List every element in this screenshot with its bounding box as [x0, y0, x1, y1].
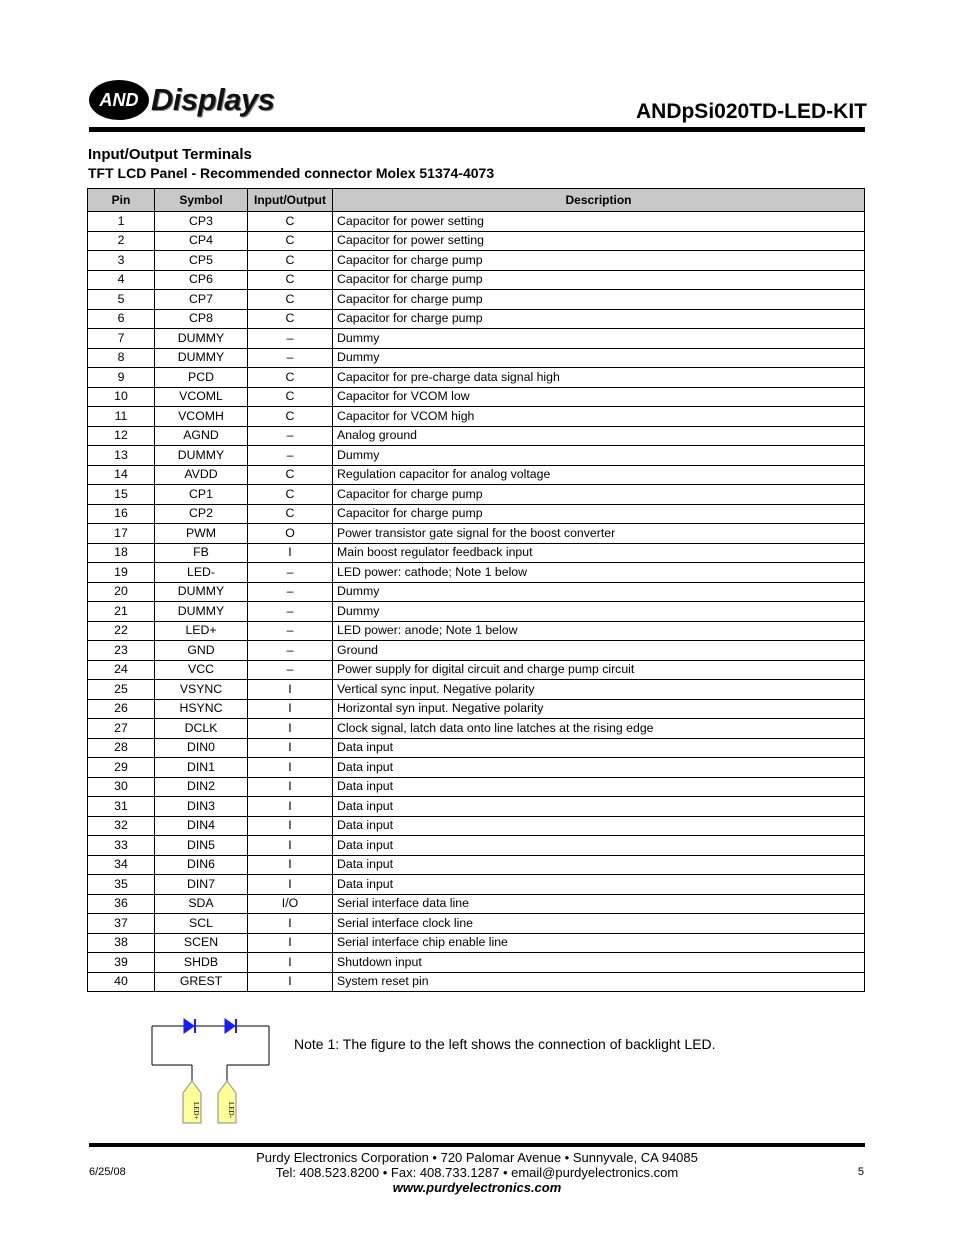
- pin-symbol: GREST: [155, 972, 248, 992]
- table-row: [88, 680, 865, 700]
- pin-symbol: DIN6: [155, 855, 248, 875]
- table-row: [88, 543, 865, 563]
- pin-description: LED power: anode; Note 1 below: [333, 621, 865, 641]
- pin-description: Capacitor for charge pump: [333, 290, 865, 310]
- pin-io: I: [248, 875, 333, 895]
- pin-symbol: CP5: [155, 251, 248, 271]
- pin-io: –: [248, 602, 333, 622]
- pin-number: 19: [88, 563, 155, 583]
- pin-symbol: CP4: [155, 231, 248, 251]
- pin-description: Dummy: [333, 602, 865, 622]
- pin-symbol: CP8: [155, 309, 248, 329]
- pin-number: 23: [88, 641, 155, 661]
- pin-symbol: FB: [155, 543, 248, 563]
- section-subtitle: TFT LCD Panel - Recommended connector Molex 51374-4073: [88, 165, 495, 181]
- pin-io: –: [248, 426, 333, 446]
- table-row: [88, 602, 865, 622]
- table-row: [88, 290, 865, 310]
- pin-description: Serial interface chip enable line: [333, 933, 865, 953]
- pin-description: Power transistor gate signal for the boost converter: [333, 524, 865, 544]
- pin-io: I: [248, 914, 333, 934]
- pin-symbol: DCLK: [155, 719, 248, 739]
- pin-symbol: VCOMH: [155, 407, 248, 427]
- pin-symbol: SHDB: [155, 953, 248, 973]
- pin-symbol: CP7: [155, 290, 248, 310]
- pin-io: I: [248, 797, 333, 817]
- pin-description: Capacitor for pre-charge data signal high: [333, 368, 865, 388]
- pin-io: I: [248, 972, 333, 992]
- pin-number: 26: [88, 699, 155, 719]
- pin-symbol: CP1: [155, 485, 248, 505]
- pin-number: 34: [88, 855, 155, 875]
- pin-description: Dummy: [333, 582, 865, 602]
- pin-number: 32: [88, 816, 155, 836]
- table-row: [88, 231, 865, 251]
- pin-number: 4: [88, 270, 155, 290]
- led-plus-tag: [183, 1081, 201, 1123]
- pin-number: 14: [88, 465, 155, 485]
- table-row: [88, 719, 865, 739]
- pin-description: Data input: [333, 875, 865, 895]
- pin-io: I: [248, 836, 333, 856]
- logo-word: Displays: [151, 82, 275, 117]
- led-minus-tag: [218, 1081, 236, 1123]
- pin-description: Data input: [333, 738, 865, 758]
- pin-description: System reset pin: [333, 972, 865, 992]
- pin-io: C: [248, 290, 333, 310]
- pin-io: –: [248, 563, 333, 583]
- table-row: [88, 914, 865, 934]
- table-row: [88, 368, 865, 388]
- pin-table: [87, 188, 865, 992]
- pin-description: Capacitor for power setting: [333, 231, 865, 251]
- header-symbol: Symbol: [155, 189, 248, 212]
- footer-address: Purdy Electronics Corporation • 720 Palomar Avenue • Sunnyvale, CA 94085: [256, 1150, 698, 1165]
- pin-number: 7: [88, 329, 155, 349]
- pin-description: Regulation capacitor for analog voltage: [333, 465, 865, 485]
- pin-io: –: [248, 329, 333, 349]
- led-circuit-wires: [152, 1026, 269, 1083]
- pin-io: I: [248, 699, 333, 719]
- pin-symbol: DUMMY: [155, 602, 248, 622]
- pin-symbol: DIN4: [155, 816, 248, 836]
- table-header-row: [88, 189, 865, 212]
- pin-io: –: [248, 641, 333, 661]
- pin-io: C: [248, 270, 333, 290]
- table-row: [88, 855, 865, 875]
- pin-io: C: [248, 212, 333, 232]
- pin-description: Capacitor for charge pump: [333, 485, 865, 505]
- table-row: [88, 309, 865, 329]
- pin-io: C: [248, 465, 333, 485]
- pin-io: C: [248, 309, 333, 329]
- footer-divider: [89, 1143, 865, 1147]
- table-row: [88, 972, 865, 992]
- pin-description: Power supply for digital circuit and charge pump circuit: [333, 660, 865, 680]
- pin-description: Capacitor for charge pump: [333, 309, 865, 329]
- pin-number: 5: [88, 290, 155, 310]
- table-row: [88, 875, 865, 895]
- pin-symbol: DIN3: [155, 797, 248, 817]
- page-number: 5: [857, 1166, 864, 1178]
- pin-description: Clock signal, latch data onto line latches at the rising edge: [333, 719, 865, 739]
- pin-io: I: [248, 758, 333, 778]
- table-row: [88, 407, 865, 427]
- pin-number: 6: [88, 309, 155, 329]
- pin-io: C: [248, 231, 333, 251]
- pin-table-body: [88, 212, 865, 992]
- pin-number: 27: [88, 719, 155, 739]
- pin-description: Horizontal syn input. Negative polarity: [333, 699, 865, 719]
- pin-description: Serial interface data line: [333, 894, 865, 914]
- pin-symbol: LED+: [155, 621, 248, 641]
- pin-io: C: [248, 368, 333, 388]
- pin-number: 35: [88, 875, 155, 895]
- pin-io: I: [248, 933, 333, 953]
- table-row: [88, 797, 865, 817]
- pin-io: I: [248, 816, 333, 836]
- pin-symbol: CP2: [155, 504, 248, 524]
- pin-symbol: DUMMY: [155, 582, 248, 602]
- pin-number: 13: [88, 446, 155, 466]
- pin-number: 15: [88, 485, 155, 505]
- pin-description: Data input: [333, 816, 865, 836]
- pin-symbol: DIN2: [155, 777, 248, 797]
- pin-io: I: [248, 680, 333, 700]
- pin-description: Capacitor for VCOM low: [333, 387, 865, 407]
- table-row: [88, 426, 865, 446]
- pin-io: I: [248, 719, 333, 739]
- pin-symbol: DUMMY: [155, 446, 248, 466]
- pin-description: Main boost regulator feedback input: [333, 543, 865, 563]
- header-io: Input/Output: [248, 189, 333, 212]
- pin-symbol: PCD: [155, 368, 248, 388]
- pin-symbol: CP6: [155, 270, 248, 290]
- pin-symbol: SCL: [155, 914, 248, 934]
- pin-symbol: DIN0: [155, 738, 248, 758]
- pin-description: Data input: [333, 797, 865, 817]
- table-row: [88, 660, 865, 680]
- pin-io: –: [248, 621, 333, 641]
- pin-number: 20: [88, 582, 155, 602]
- pin-number: 2: [88, 231, 155, 251]
- pin-number: 31: [88, 797, 155, 817]
- table-row: [88, 504, 865, 524]
- pin-description: Capacitor for charge pump: [333, 251, 865, 271]
- pin-description: LED power: cathode; Note 1 below: [333, 563, 865, 583]
- table-row: [88, 738, 865, 758]
- pin-description: Dummy: [333, 329, 865, 349]
- pin-number: 28: [88, 738, 155, 758]
- pin-number: 36: [88, 894, 155, 914]
- table-row: [88, 446, 865, 466]
- pin-symbol: AGND: [155, 426, 248, 446]
- table-row: [88, 524, 865, 544]
- table-row: [88, 777, 865, 797]
- pin-symbol: DIN7: [155, 875, 248, 895]
- pin-symbol: HSYNC: [155, 699, 248, 719]
- pin-number: 11: [88, 407, 155, 427]
- pin-io: C: [248, 485, 333, 505]
- table-row: [88, 621, 865, 641]
- led-diode-icon: [184, 1019, 195, 1033]
- pin-io: –: [248, 582, 333, 602]
- pin-io: C: [248, 504, 333, 524]
- pin-symbol: DIN1: [155, 758, 248, 778]
- pin-symbol: GND: [155, 641, 248, 661]
- table-row: [88, 485, 865, 505]
- table-row: [88, 348, 865, 368]
- pin-description: Serial interface clock line: [333, 914, 865, 934]
- pin-io: –: [248, 348, 333, 368]
- pin-number: 24: [88, 660, 155, 680]
- table-row: [88, 582, 865, 602]
- table-row: [88, 270, 865, 290]
- pin-symbol: DIN5: [155, 836, 248, 856]
- table-row: [88, 387, 865, 407]
- table-row: [88, 758, 865, 778]
- pin-io: I: [248, 855, 333, 875]
- model-title: ANDpSi020TD-LED-KIT: [635, 100, 867, 123]
- table-row: [88, 816, 865, 836]
- pin-description: Ground: [333, 641, 865, 661]
- pin-io: C: [248, 407, 333, 427]
- pin-io: I: [248, 777, 333, 797]
- pin-symbol: VSYNC: [155, 680, 248, 700]
- pin-symbol: LED-: [155, 563, 248, 583]
- pin-io: C: [248, 251, 333, 271]
- header-pin: Pin: [88, 189, 155, 212]
- led-plus-label: LED+: [192, 1102, 200, 1120]
- pin-description: Vertical sync input. Negative polarity: [333, 680, 865, 700]
- pin-number: 29: [88, 758, 155, 778]
- pin-description: Capacitor for VCOM high: [333, 407, 865, 427]
- pin-number: 37: [88, 914, 155, 934]
- pin-number: 22: [88, 621, 155, 641]
- pin-symbol: SCEN: [155, 933, 248, 953]
- pin-number: 9: [88, 368, 155, 388]
- pin-io: C: [248, 387, 333, 407]
- pin-description: Data input: [333, 777, 865, 797]
- footer-date: 6/25/08: [89, 1166, 126, 1178]
- pin-symbol: PWM: [155, 524, 248, 544]
- led-minus-label: LED-: [227, 1102, 235, 1118]
- table-row: [88, 933, 865, 953]
- pin-number: 18: [88, 543, 155, 563]
- pin-io: I: [248, 953, 333, 973]
- table-row: [88, 251, 865, 271]
- pin-symbol: CP3: [155, 212, 248, 232]
- pin-number: 16: [88, 504, 155, 524]
- pin-number: 38: [88, 933, 155, 953]
- pin-number: 8: [88, 348, 155, 368]
- pin-number: 33: [88, 836, 155, 856]
- pin-io: I: [248, 543, 333, 563]
- pin-io: I/O: [248, 894, 333, 914]
- header-description: Description: [333, 189, 865, 212]
- header-divider: [89, 127, 865, 132]
- pin-number: 17: [88, 524, 155, 544]
- footer-website: www.purdyelectronics.com: [392, 1180, 562, 1195]
- table-row: [88, 836, 865, 856]
- pin-io: –: [248, 446, 333, 466]
- table-row: [88, 641, 865, 661]
- pin-symbol: VCC: [155, 660, 248, 680]
- footer-contact: Tel: 408.523.8200 • Fax: 408.733.1287 • email@purdyelectronics.com: [275, 1165, 679, 1180]
- pin-number: 40: [88, 972, 155, 992]
- pin-symbol: DUMMY: [155, 329, 248, 349]
- pin-symbol: SDA: [155, 894, 248, 914]
- table-row: [88, 212, 865, 232]
- pin-description: Analog ground: [333, 426, 865, 446]
- pin-description: Data input: [333, 855, 865, 875]
- pin-number: 1: [88, 212, 155, 232]
- pin-description: Capacitor for charge pump: [333, 270, 865, 290]
- pin-number: 25: [88, 680, 155, 700]
- pin-io: –: [248, 660, 333, 680]
- pin-number: 39: [88, 953, 155, 973]
- table-row: [88, 699, 865, 719]
- pin-description: Data input: [333, 836, 865, 856]
- pin-description: Shutdown input: [333, 953, 865, 973]
- pin-description: Data input: [333, 758, 865, 778]
- section-title: Input/Output Terminals: [88, 146, 252, 163]
- pin-symbol: VCOML: [155, 387, 248, 407]
- table-row: [88, 953, 865, 973]
- pin-description: Dummy: [333, 348, 865, 368]
- pin-io: O: [248, 524, 333, 544]
- pin-symbol: AVDD: [155, 465, 248, 485]
- pin-number: 3: [88, 251, 155, 271]
- led-diode-icon: [225, 1019, 236, 1033]
- pin-number: 21: [88, 602, 155, 622]
- table-row: [88, 563, 865, 583]
- table-row: [88, 894, 865, 914]
- backlight-note: Note 1: The figure to the left shows the connection of backlight LED.: [294, 1036, 716, 1052]
- table-row: [88, 329, 865, 349]
- backlight-led-diagram: [150, 1015, 275, 1127]
- pin-symbol: DUMMY: [155, 348, 248, 368]
- company-logo: [89, 80, 275, 120]
- pin-number: 12: [88, 426, 155, 446]
- pin-description: Capacitor for charge pump: [333, 504, 865, 524]
- pin-io: I: [248, 738, 333, 758]
- table-row: [88, 465, 865, 485]
- pin-number: 10: [88, 387, 155, 407]
- logo-mark: AND: [89, 80, 149, 120]
- pin-description: Capacitor for power setting: [333, 212, 865, 232]
- pin-description: Dummy: [333, 446, 865, 466]
- pin-number: 30: [88, 777, 155, 797]
